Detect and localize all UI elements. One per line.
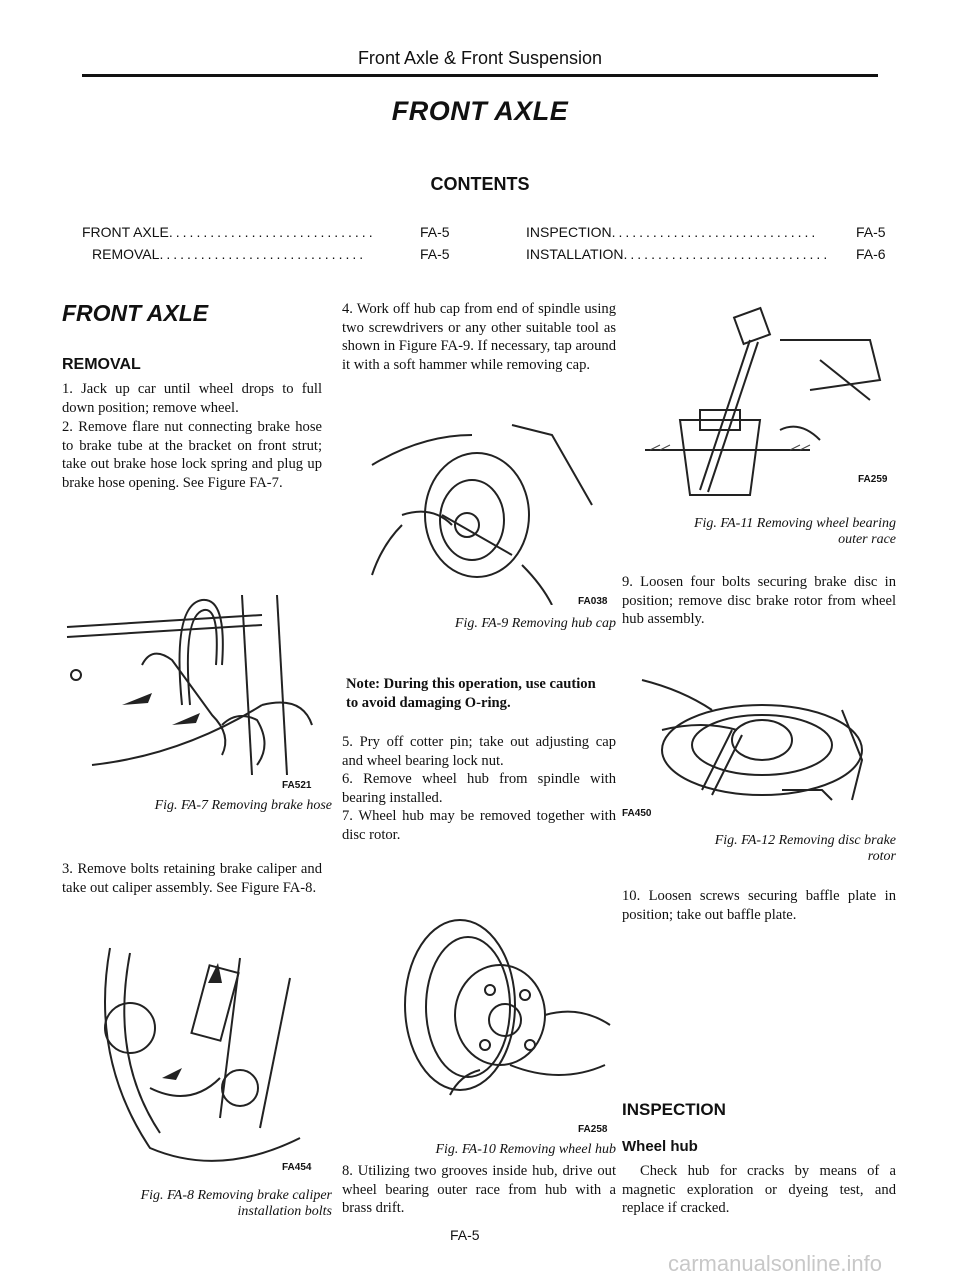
figure-caption-line: rotor bbox=[867, 849, 896, 864]
step-8: 8. Utilizing two grooves inside hub, drive out wheel bearing outer race from hub with a brass drift. bbox=[342, 1163, 616, 1216]
figure-fa9-hub-cap bbox=[342, 415, 612, 605]
step-9: 9. Loosen four bolts securing brake disc in position; remove disc brake rotor from wheel hub assembly. bbox=[622, 574, 896, 627]
step-4: 4. Work off hub cap from end of spindle using two screwdrivers or any other suitable tool as shown in Figure FA-9. If necessary, tap around it with a soft hammer while removing cap. bbox=[342, 301, 616, 373]
contents-title: CONTENTS bbox=[430, 174, 530, 194]
figure-caption: Fig. FA-9 Removing hub cap bbox=[454, 616, 616, 631]
figure-fa12-disc-rotor bbox=[622, 670, 897, 820]
figure-code: FA038 bbox=[578, 596, 608, 607]
toc-page-number: FA-6 bbox=[856, 246, 886, 262]
figure-code: FA258 bbox=[578, 1124, 608, 1135]
page-number: FA-5 bbox=[450, 1227, 480, 1243]
section-heading-front-axle: FRONT AXLE bbox=[62, 300, 209, 326]
step-6: 6. Remove wheel hub from spindle with bearing installed. bbox=[342, 771, 616, 806]
inspection-text: Check hub for cracks by means of a magnetic exploration or dyeing test, and replace if cracked. bbox=[622, 1163, 896, 1216]
subheading-wheel-hub: Wheel hub bbox=[622, 1138, 698, 1155]
figure-caption-line: Fig. FA-8 Removing brake caliper bbox=[140, 1188, 332, 1203]
toc-label: INSTALLATION bbox=[526, 246, 624, 262]
step-1: 1. Jack up car until wheel drops to full down position; remove wheel. bbox=[62, 381, 322, 416]
subheading-removal: REMOVAL bbox=[62, 356, 141, 373]
step-5: 5. Pry off cotter pin; take out adjusting cap and wheel bearing lock nut. bbox=[342, 734, 616, 769]
figure-caption-line: installation bolts bbox=[237, 1204, 332, 1219]
step-10: 10. Loosen screws securing baffle plate in position; take out baffle plate. bbox=[622, 888, 896, 923]
figure-caption-line: outer race bbox=[838, 532, 896, 547]
step-7: 7. Wheel hub may be removed together with disc rotor. bbox=[342, 808, 616, 843]
figure-fa8-brake-caliper bbox=[90, 938, 330, 1168]
toc-leader: .............................. bbox=[168, 224, 376, 240]
toc-entry bbox=[526, 246, 846, 262]
toc-entry bbox=[82, 224, 412, 240]
header-rule bbox=[82, 74, 878, 77]
toc-page-number: FA-5 bbox=[856, 224, 886, 240]
toc-label: FRONT AXLE bbox=[82, 224, 169, 240]
step-3: 3. Remove bolts retaining brake caliper and take out caliper assembly. See Figure FA-8. bbox=[62, 861, 322, 896]
toc-leader: .............................. bbox=[159, 246, 367, 262]
toc-label: INSPECTION bbox=[526, 224, 612, 240]
figure-code: FA450 bbox=[622, 808, 652, 819]
toc-leader: .............................. bbox=[611, 224, 819, 240]
figure-caption bbox=[622, 833, 896, 865]
running-header: Front Axle & Front Suspension bbox=[357, 48, 603, 68]
subheading-inspection: INSPECTION bbox=[622, 1100, 726, 1119]
figure-code: FA259 bbox=[858, 474, 888, 485]
figure-fa7-brake-hose bbox=[62, 585, 332, 790]
figure-code: FA454 bbox=[282, 1162, 312, 1173]
toc-page-number: FA-5 bbox=[420, 246, 450, 262]
figure-fa11-bearing-race bbox=[640, 300, 900, 500]
figure-caption: Fig. FA-10 Removing wheel hub bbox=[435, 1142, 616, 1157]
figure-caption bbox=[62, 1188, 332, 1220]
page-title: FRONT AXLE bbox=[391, 96, 569, 126]
figure-fa10-wheel-hub bbox=[390, 895, 615, 1115]
figure-caption-line: Fig. FA-11 Removing wheel bearing bbox=[693, 516, 896, 531]
figure-caption: Fig. FA-7 Removing brake hose bbox=[154, 798, 332, 813]
figure-code: FA521 bbox=[282, 780, 312, 791]
toc-page-number: FA-5 bbox=[420, 224, 450, 240]
toc-entry bbox=[526, 224, 846, 240]
toc-entry bbox=[92, 246, 412, 262]
toc-leader: .............................. bbox=[623, 246, 831, 262]
toc-label: REMOVAL bbox=[92, 246, 160, 262]
note: Note: During this operation, use caution to avoid damaging O-ring. bbox=[346, 676, 596, 711]
step-2: 2. Remove flare nut connecting brake hose to brake tube at the bracket on front strut; take out brake hose lock spring and plug up brake hose opening. See Figure FA-7. bbox=[62, 419, 322, 491]
figure-caption-line: Fig. FA-12 Removing disc brake bbox=[714, 833, 896, 848]
watermark: carmanualsonline.info bbox=[668, 1251, 883, 1276]
figure-caption bbox=[640, 516, 896, 548]
